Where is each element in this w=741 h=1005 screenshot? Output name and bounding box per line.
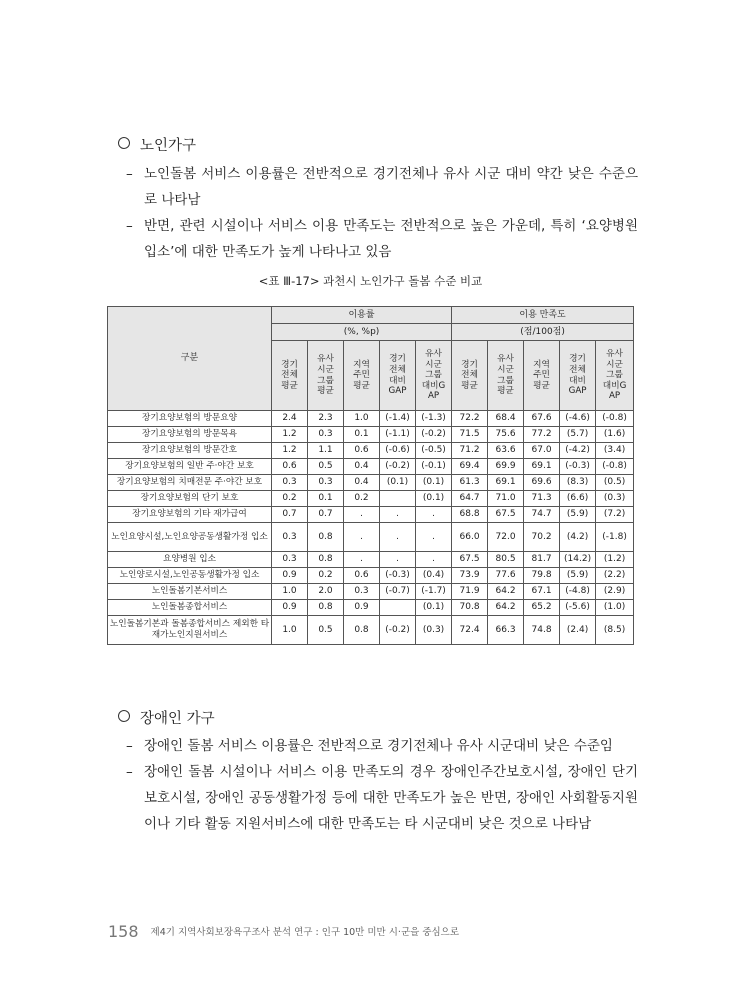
table-cell: 71.9 bbox=[452, 584, 488, 600]
table-cell: (5.7) bbox=[560, 427, 596, 443]
table-cell: (-4.2) bbox=[560, 443, 596, 459]
table-cell: . bbox=[344, 552, 380, 568]
table-row bbox=[108, 616, 634, 645]
column-header: 경기 전체 대비 GAP bbox=[560, 341, 596, 411]
group-header-satisfaction: 이용 만족도 bbox=[452, 307, 634, 324]
table-cell: 0.3 bbox=[308, 427, 344, 443]
table-row bbox=[108, 584, 634, 600]
table-cell: 67.5 bbox=[488, 507, 524, 523]
table-cell: 70.2 bbox=[524, 523, 560, 552]
table-cell: 71.2 bbox=[452, 443, 488, 459]
table-cell: (1.2) bbox=[596, 552, 634, 568]
table-cell: 72.4 bbox=[452, 616, 488, 645]
table-cell: 61.3 bbox=[452, 475, 488, 491]
table-cell: 0.9 bbox=[344, 600, 380, 616]
table-cell: 66.0 bbox=[452, 523, 488, 552]
table-cell: 71.5 bbox=[452, 427, 488, 443]
table-cell: 0.3 bbox=[272, 552, 308, 568]
column-header: 유사 시군 그룹 평균 bbox=[308, 341, 344, 411]
table-cell: 1.0 bbox=[272, 584, 308, 600]
table-cell: 69.6 bbox=[524, 475, 560, 491]
table-cell: 0.5 bbox=[308, 616, 344, 645]
table-row bbox=[108, 475, 634, 491]
table-cell: (-0.2) bbox=[416, 427, 452, 443]
table-cell: . bbox=[416, 523, 452, 552]
table-cell: 1.0 bbox=[344, 411, 380, 427]
unit-satisfaction: (점/100점) bbox=[452, 324, 634, 341]
table-row bbox=[108, 600, 634, 616]
bullet-disabled-usage: – 장애인 돌봄 서비스 이용률은 전반적으로 경기전체나 유사 시군대비 낮은 수준임 bbox=[126, 733, 638, 759]
table-cell: (2.4) bbox=[560, 616, 596, 645]
table-cell: 0.3 bbox=[308, 475, 344, 491]
table-cell: (2.2) bbox=[596, 568, 634, 584]
table-cell: (0.3) bbox=[596, 491, 634, 507]
table-cell: 0.3 bbox=[272, 523, 308, 552]
table-cell: 69.1 bbox=[488, 475, 524, 491]
table-cell: (-0.8) bbox=[596, 459, 634, 475]
table-cell: 69.9 bbox=[488, 459, 524, 475]
table-cell: . bbox=[344, 507, 380, 523]
table-cell: (8.5) bbox=[596, 616, 634, 645]
table-cell: (-1.4) bbox=[380, 411, 416, 427]
table-cell: 0.7 bbox=[272, 507, 308, 523]
page-number: 158 bbox=[108, 922, 139, 941]
table-cell: 0.6 bbox=[344, 568, 380, 584]
table-cell: . bbox=[416, 552, 452, 568]
table-cell: (-1.3) bbox=[416, 411, 452, 427]
table-cell: (-5.6) bbox=[560, 600, 596, 616]
dash-marker: – bbox=[126, 738, 133, 754]
bullet-elderly-usage: – 노인돌봄 서비스 이용률은 전반적으로 경기전체나 유사 시군 대비 약간 낮은 수준으로 나타남 bbox=[126, 161, 638, 213]
table-cell: (-4.8) bbox=[560, 584, 596, 600]
table-cell: (-0.2) bbox=[380, 459, 416, 475]
table-cell: 0.4 bbox=[344, 475, 380, 491]
table-cell: 72.2 bbox=[452, 411, 488, 427]
table-cell: 0.4 bbox=[344, 459, 380, 475]
row-label: 노인돌봄종합서비스 bbox=[108, 600, 272, 616]
table-cell: 80.5 bbox=[488, 552, 524, 568]
table-cell: (5.9) bbox=[560, 568, 596, 584]
dash-marker: – bbox=[126, 218, 133, 234]
table-cell: 73.9 bbox=[452, 568, 488, 584]
table-cell: 70.8 bbox=[452, 600, 488, 616]
table-cell: 67.0 bbox=[524, 443, 560, 459]
table-cell: . bbox=[416, 507, 452, 523]
table-cell: 0.9 bbox=[272, 600, 308, 616]
row-label: 노인양로시설,노인공동생활가정 입소 bbox=[108, 568, 272, 584]
table-cell bbox=[380, 491, 416, 507]
table-row bbox=[108, 523, 634, 552]
table-cell: (14.2) bbox=[560, 552, 596, 568]
table-cell: . bbox=[380, 507, 416, 523]
row-label: 장기요양보험의 방문간호 bbox=[108, 443, 272, 459]
row-label: 장기요양보험의 방문목욕 bbox=[108, 427, 272, 443]
table-cell: 67.1 bbox=[524, 584, 560, 600]
circle-bullet-icon bbox=[118, 710, 130, 722]
table-cell: 77.6 bbox=[488, 568, 524, 584]
table-cell: 67.5 bbox=[452, 552, 488, 568]
table-cell: (-0.6) bbox=[380, 443, 416, 459]
table-cell: . bbox=[380, 523, 416, 552]
table-cell: (-0.2) bbox=[380, 616, 416, 645]
column-header: 유사 시군 그룹 대비G AP bbox=[596, 341, 634, 411]
table-cell: (0.3) bbox=[416, 616, 452, 645]
table-cell: 0.2 bbox=[308, 568, 344, 584]
circle-bullet-icon bbox=[118, 137, 130, 149]
column-header: 유사 시군 그룹 평균 bbox=[488, 341, 524, 411]
table-cell: 64.7 bbox=[452, 491, 488, 507]
table-cell: (6.6) bbox=[560, 491, 596, 507]
table-cell: 2.4 bbox=[272, 411, 308, 427]
table-cell: (5.9) bbox=[560, 507, 596, 523]
table-cell: (-0.3) bbox=[380, 568, 416, 584]
table-cell: 0.8 bbox=[308, 523, 344, 552]
row-label: 장기요양보험의 일반 주·야간 보호 bbox=[108, 459, 272, 475]
table-cell: . bbox=[380, 552, 416, 568]
table-cell: 75.6 bbox=[488, 427, 524, 443]
section-title-elderly: 노인가구 bbox=[118, 134, 196, 155]
table-cell: (0.5) bbox=[596, 475, 634, 491]
table-cell: (8.3) bbox=[560, 475, 596, 491]
table-cell: 67.6 bbox=[524, 411, 560, 427]
table-cell: 79.8 bbox=[524, 568, 560, 584]
unit-usage: (%, %p) bbox=[272, 324, 452, 341]
table-cell: 0.6 bbox=[344, 443, 380, 459]
table-cell: (1.0) bbox=[596, 600, 634, 616]
table-cell: 72.0 bbox=[488, 523, 524, 552]
row-label: 장기요양보험의 단기 보호 bbox=[108, 491, 272, 507]
table-cell: (1.6) bbox=[596, 427, 634, 443]
table-row bbox=[108, 552, 634, 568]
table-cell: 77.2 bbox=[524, 427, 560, 443]
table-cell: 0.2 bbox=[344, 491, 380, 507]
table-cell: 65.2 bbox=[524, 600, 560, 616]
row-label: 노인돌봄기본과 돌봄종합서비스 제외한 타재가노인지원서비스 bbox=[108, 616, 272, 645]
table-cell: 0.5 bbox=[308, 459, 344, 475]
column-header: 경기 전체 대비 GAP bbox=[380, 341, 416, 411]
table-cell: 0.7 bbox=[308, 507, 344, 523]
table-cell: (-0.5) bbox=[416, 443, 452, 459]
table-row bbox=[108, 411, 634, 427]
table-cell: 68.4 bbox=[488, 411, 524, 427]
bullet-disabled-satisfaction: – 장애인 돌봄 시설이나 서비스 이용 만족도의 경우 장애인주간보호시설, 장애인 단기보호시설, 장애인 공동생활가정 등에 대한 만족도가 높은 반면, 장애인 사회활동지원이나 기타 활동 지원서비스에 대한 만족도는 타 시군대비 낮은 것으로 나타남 bbox=[126, 759, 638, 837]
table-cell: 64.2 bbox=[488, 600, 524, 616]
table-cell: 0.8 bbox=[344, 616, 380, 645]
column-header: 지역 주민 평균 bbox=[524, 341, 560, 411]
table-row bbox=[108, 507, 634, 523]
table-caption: <표 Ⅲ-17> 과천시 노인가구 돌봄 수준 비교 bbox=[258, 274, 483, 288]
table-cell: (0.4) bbox=[416, 568, 452, 584]
column-header: 유사 시군 그룹 대비G AP bbox=[416, 341, 452, 411]
table-cell: (0.1) bbox=[416, 600, 452, 616]
table-cell: 64.2 bbox=[488, 584, 524, 600]
column-header: 경기 전체 평균 bbox=[452, 341, 488, 411]
table-cell: (-0.8) bbox=[596, 411, 634, 427]
dash-marker: – bbox=[126, 764, 133, 780]
section-title-disabled: 장애인 가구 bbox=[118, 707, 215, 728]
table-row bbox=[108, 459, 634, 475]
table-cell: (0.1) bbox=[416, 491, 452, 507]
table-cell: (0.1) bbox=[380, 475, 416, 491]
table-cell: 71.3 bbox=[524, 491, 560, 507]
table-cell: 69.1 bbox=[524, 459, 560, 475]
row-label: 장기요양보험의 방문요양 bbox=[108, 411, 272, 427]
table-cell: 74.7 bbox=[524, 507, 560, 523]
table-cell: 0.1 bbox=[308, 491, 344, 507]
table-row bbox=[108, 491, 634, 507]
table-cell: 0.3 bbox=[344, 584, 380, 600]
bullet-elderly-satisfaction: – 반면, 관련 시설이나 서비스 이용 만족도는 전반적으로 높은 가운데, 특히 ‘요양병원 입소’에 대한 만족도가 높게 나타나고 있음 bbox=[126, 213, 638, 265]
row-label: 노인요양시설,노인요양공동생활가정 입소 bbox=[108, 523, 272, 552]
group-header-usage: 이용률 bbox=[272, 307, 452, 324]
row-header-cell: 구분 bbox=[108, 307, 272, 411]
table-cell: 74.8 bbox=[524, 616, 560, 645]
table-cell: 69.4 bbox=[452, 459, 488, 475]
row-label: 요양병원 입소 bbox=[108, 552, 272, 568]
table-cell: 0.1 bbox=[344, 427, 380, 443]
table-cell: 1.0 bbox=[272, 616, 308, 645]
table-cell: (-4.6) bbox=[560, 411, 596, 427]
table-cell: (2.9) bbox=[596, 584, 634, 600]
table-cell: 68.8 bbox=[452, 507, 488, 523]
table-row bbox=[108, 568, 634, 584]
table-cell: 0.2 bbox=[272, 491, 308, 507]
table-cell: 1.1 bbox=[308, 443, 344, 459]
row-label: 노인돌봄기본서비스 bbox=[108, 584, 272, 600]
table-cell: (-1.7) bbox=[416, 584, 452, 600]
table-cell: (-1.1) bbox=[380, 427, 416, 443]
table-row bbox=[108, 427, 634, 443]
table-cell: (7.2) bbox=[596, 507, 634, 523]
table-cell: (3.4) bbox=[596, 443, 634, 459]
table-cell: 81.7 bbox=[524, 552, 560, 568]
table-cell: (0.1) bbox=[416, 475, 452, 491]
care-level-table bbox=[107, 306, 634, 645]
dash-marker: – bbox=[126, 166, 133, 182]
table-cell: 1.2 bbox=[272, 443, 308, 459]
table-cell: 0.3 bbox=[272, 475, 308, 491]
table-cell: (4.2) bbox=[560, 523, 596, 552]
table-cell: 0.8 bbox=[308, 552, 344, 568]
table-cell: . bbox=[344, 523, 380, 552]
table-cell: 63.6 bbox=[488, 443, 524, 459]
table-cell: (-0.7) bbox=[380, 584, 416, 600]
table-cell: 66.3 bbox=[488, 616, 524, 645]
column-header: 경기 전체 평균 bbox=[272, 341, 308, 411]
row-label: 장기요양보험의 치매전문 주·야간 보호 bbox=[108, 475, 272, 491]
page-footer bbox=[108, 922, 459, 941]
table-cell: (-1.8) bbox=[596, 523, 634, 552]
table-row bbox=[108, 443, 634, 459]
table-cell: (-0.1) bbox=[416, 459, 452, 475]
row-label: 장기요양보험의 기타 재가급여 bbox=[108, 507, 272, 523]
table-cell: 0.6 bbox=[272, 459, 308, 475]
column-header: 지역 주민 평균 bbox=[344, 341, 380, 411]
table-cell: 1.2 bbox=[272, 427, 308, 443]
table-cell: 2.3 bbox=[308, 411, 344, 427]
footer-title: 제4기 지역사회보장욕구조사 분석 연구 : 인구 10만 미만 시·군을 중심으로 bbox=[150, 927, 460, 938]
table-cell: 0.8 bbox=[308, 600, 344, 616]
table-cell bbox=[380, 600, 416, 616]
table-cell: 71.0 bbox=[488, 491, 524, 507]
table-cell: (-0.3) bbox=[560, 459, 596, 475]
table-cell: 0.9 bbox=[272, 568, 308, 584]
table-cell: 2.0 bbox=[308, 584, 344, 600]
